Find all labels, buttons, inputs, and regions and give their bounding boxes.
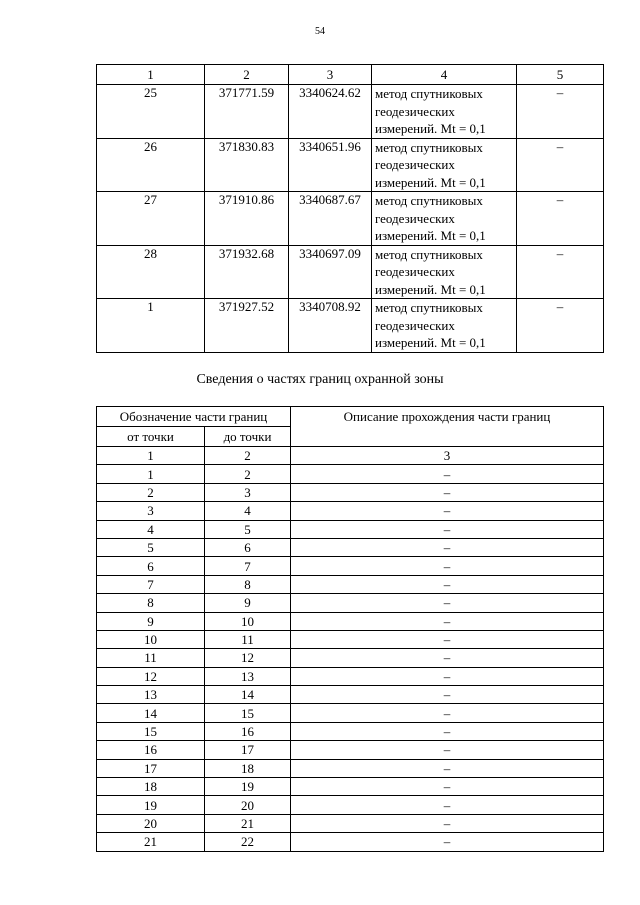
description-cell: – (291, 833, 604, 851)
to-point-cell: 13 (205, 667, 291, 685)
header-cell: 1 (97, 65, 205, 85)
from-point-cell: 19 (97, 796, 205, 814)
coordinates-table (96, 64, 604, 353)
table-row (97, 612, 604, 630)
header-cell: 2 (205, 65, 289, 85)
to-point-cell: 11 (205, 630, 291, 648)
method-line: измерений. Mt = 0,1 (375, 281, 486, 297)
to-point-cell: 15 (205, 704, 291, 722)
note-cell: – (517, 245, 604, 299)
method-cell (372, 192, 517, 246)
table-number-row (97, 447, 604, 465)
number-cell: 3 (291, 447, 604, 465)
table-row (97, 299, 604, 353)
page-number: 54 (315, 26, 325, 37)
table-row (97, 759, 604, 777)
from-point-cell: 10 (97, 630, 205, 648)
header-from-cell: от точки (97, 427, 205, 447)
point-cell: 25 (97, 85, 205, 139)
point-cell: 1 (97, 299, 205, 353)
table-row (97, 502, 604, 520)
from-point-cell: 7 (97, 575, 205, 593)
table-row (97, 630, 604, 648)
x-coordinate-cell: 371830.83 (205, 138, 289, 192)
to-point-cell: 19 (205, 778, 291, 796)
method-line: измерений. Mt = 0,1 (375, 228, 486, 243)
from-point-cell: 2 (97, 483, 205, 501)
table-row (97, 741, 604, 759)
table-row (97, 575, 604, 593)
x-coordinate-cell: 371932.68 (205, 245, 289, 299)
description-cell: – (291, 667, 604, 685)
point-cell: 26 (97, 138, 205, 192)
x-coordinate-cell: 371910.86 (205, 192, 289, 246)
description-cell: – (291, 612, 604, 630)
method-line: геодезических (375, 317, 455, 333)
method-cell (372, 85, 517, 139)
method-line: метод спутниковых (375, 246, 483, 262)
header-cell: 3 (289, 65, 372, 85)
method-line: геодезических (375, 210, 455, 226)
description-cell: – (291, 630, 604, 648)
to-point-cell: 14 (205, 686, 291, 704)
number-cell: 2 (205, 447, 291, 465)
from-point-cell: 5 (97, 538, 205, 556)
from-point-cell: 8 (97, 594, 205, 612)
table-row (97, 778, 604, 796)
y-coordinate-cell: 3340708.92 (289, 299, 372, 353)
description-cell: – (291, 575, 604, 593)
description-cell: – (291, 704, 604, 722)
method-line: метод спутниковых (375, 300, 483, 315)
x-coordinate-cell: 371771.59 (205, 85, 289, 139)
table-row (97, 649, 604, 667)
note-cell: – (517, 299, 604, 353)
method-cell (372, 299, 517, 353)
description-cell: – (291, 686, 604, 704)
to-point-cell: 2 (205, 465, 291, 483)
from-point-cell: 21 (97, 833, 205, 851)
description-cell: – (291, 594, 604, 612)
table-row (97, 704, 604, 722)
from-point-cell: 15 (97, 722, 205, 740)
table-row (97, 796, 604, 814)
table-row (97, 192, 604, 246)
note-cell: – (517, 85, 604, 139)
number-cell: 1 (97, 447, 205, 465)
y-coordinate-cell: 3340687.67 (289, 192, 372, 246)
to-point-cell: 8 (205, 575, 291, 593)
to-point-cell: 22 (205, 833, 291, 851)
to-point-cell: 21 (205, 814, 291, 832)
to-point-cell: 3 (205, 483, 291, 501)
description-cell: – (291, 502, 604, 520)
description-cell: – (291, 796, 604, 814)
description-cell: – (291, 759, 604, 777)
table-row (97, 138, 604, 192)
method-cell (372, 138, 517, 192)
method-line: геодезических (375, 264, 455, 279)
description-cell: – (291, 649, 604, 667)
description-cell: – (291, 557, 604, 575)
table-row (97, 245, 604, 299)
table-row (97, 686, 604, 704)
table-row (97, 833, 604, 851)
method-line: геодезических (375, 103, 455, 119)
to-point-cell: 4 (205, 502, 291, 520)
to-point-cell: 18 (205, 759, 291, 777)
to-point-cell: 10 (205, 612, 291, 630)
description-cell: – (291, 814, 604, 832)
description-cell: – (291, 465, 604, 483)
table-row (97, 814, 604, 832)
method-line: геодезических (375, 157, 455, 172)
y-coordinate-cell: 3340697.09 (289, 245, 372, 299)
to-point-cell: 17 (205, 741, 291, 759)
from-point-cell: 3 (97, 502, 205, 520)
method-line: измерений. Mt = 0,1 (375, 335, 486, 350)
y-coordinate-cell: 3340651.96 (289, 138, 372, 192)
table-header-row (97, 407, 604, 427)
from-point-cell: 18 (97, 778, 205, 796)
table-row (97, 483, 604, 501)
to-point-cell: 5 (205, 520, 291, 538)
from-point-cell: 12 (97, 667, 205, 685)
header-description-cell: Описание прохождения части границ (291, 407, 604, 447)
point-cell: 28 (97, 245, 205, 299)
description-cell: – (291, 741, 604, 759)
boundary-parts-table (96, 406, 604, 852)
y-coordinate-cell: 3340624.62 (289, 85, 372, 139)
table-row (97, 667, 604, 685)
to-point-cell: 9 (205, 594, 291, 612)
from-point-cell: 1 (97, 465, 205, 483)
to-point-cell: 6 (205, 538, 291, 556)
table-row (97, 594, 604, 612)
method-line: метод спутниковых (375, 193, 483, 208)
table-row (97, 465, 604, 483)
note-cell: – (517, 192, 604, 246)
from-point-cell: 20 (97, 814, 205, 832)
method-line: измерений. Mt = 0,1 (375, 174, 486, 190)
to-point-cell: 16 (205, 722, 291, 740)
table-row (97, 85, 604, 139)
from-point-cell: 14 (97, 704, 205, 722)
to-point-cell: 12 (205, 649, 291, 667)
table-header-row (97, 65, 604, 85)
table-row (97, 538, 604, 556)
from-point-cell: 9 (97, 612, 205, 630)
table-row (97, 722, 604, 740)
to-point-cell: 20 (205, 796, 291, 814)
x-coordinate-cell: 371927.52 (205, 299, 289, 353)
method-line: метод спутниковых (375, 86, 483, 101)
point-cell: 27 (97, 192, 205, 246)
from-point-cell: 6 (97, 557, 205, 575)
description-cell: – (291, 520, 604, 538)
header-cell: 5 (517, 65, 604, 85)
header-group-cell: Обозначение части границ (97, 407, 291, 427)
to-point-cell: 7 (205, 557, 291, 575)
from-point-cell: 17 (97, 759, 205, 777)
method-line: измерений. Mt = 0,1 (375, 121, 486, 136)
table-row (97, 557, 604, 575)
table-row (97, 520, 604, 538)
description-cell: – (291, 778, 604, 796)
description-cell: – (291, 483, 604, 501)
note-cell: – (517, 138, 604, 192)
section-title: Сведения о частях границ охранной зоны (196, 372, 444, 387)
header-to-cell: до точки (205, 427, 291, 447)
from-point-cell: 16 (97, 741, 205, 759)
method-cell (372, 245, 517, 299)
from-point-cell: 13 (97, 686, 205, 704)
header-cell: 4 (372, 65, 517, 85)
from-point-cell: 4 (97, 520, 205, 538)
description-cell: – (291, 538, 604, 556)
method-line: метод спутниковых (375, 139, 483, 155)
description-cell: – (291, 722, 604, 740)
from-point-cell: 11 (97, 649, 205, 667)
